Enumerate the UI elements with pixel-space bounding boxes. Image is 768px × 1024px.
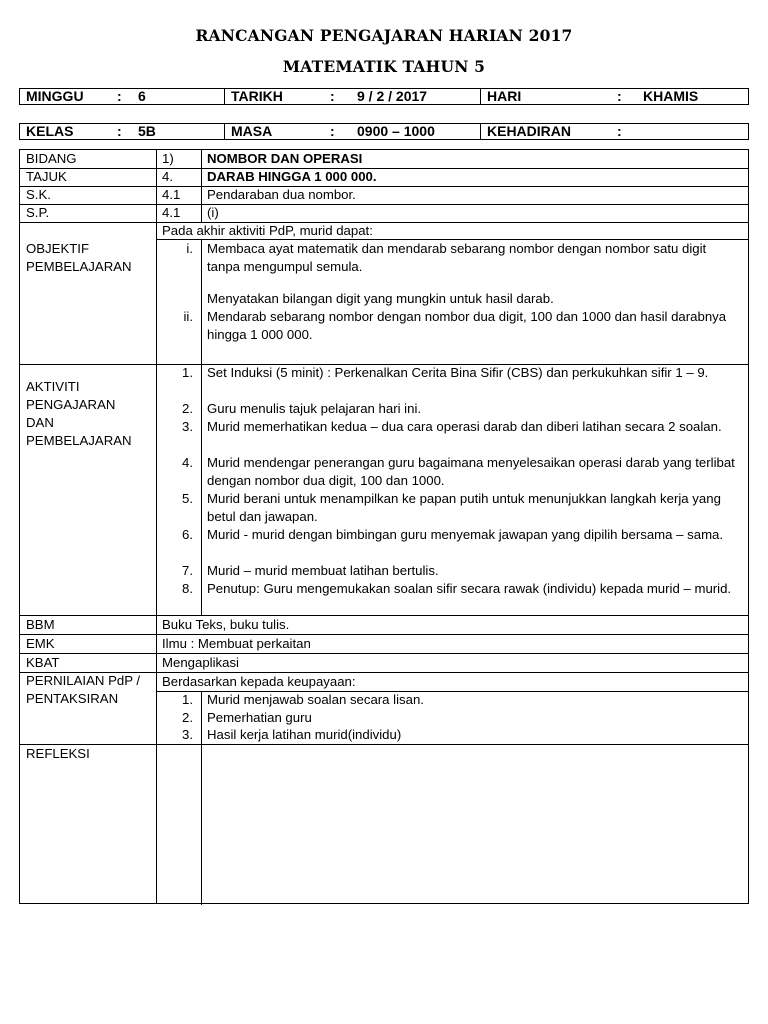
aktiviti-item-8: Penutup: Guru mengemukakan soalan sifir secara rawak (individu) kepada murid – murid. <box>207 581 732 596</box>
aktiviti-item-1: Set Induksi (5 minit) : Perkenalkan Cerita Bina Sifir (CBS) dan perkukuhkan sifir 1 – 9. <box>207 365 709 380</box>
penilaian-item-1: Murid menjawab soalan secara lisan. <box>207 692 424 707</box>
penilaian-label-1: PERNILAIAN PdP / <box>26 673 141 688</box>
objektif-num-i: i. <box>186 241 193 256</box>
aktiviti-item-3: Murid memerhatikan kedua – dua cara operasi darab dan diberi latihan secara 2 soalan. <box>207 419 722 434</box>
page-subtitle: MATEMATIK TAHUN 5 <box>282 57 486 76</box>
aktiviti-item-5: Murid berani untuk menampilkan ke papan putih untuk menunjukkan langkah kerja yang betul dan jawapan. <box>207 491 721 524</box>
penilaian-num-2: 2. <box>182 710 193 725</box>
kelas-label: KELAS <box>26 123 74 139</box>
sp-label: S.P. <box>26 205 50 220</box>
bbm-label: BBM <box>26 617 55 632</box>
kehadiran-label: KEHADIRAN <box>487 123 571 139</box>
emk-value: Ilmu : Membuat perkaitan <box>162 636 311 651</box>
aktiviti-label-1: AKTIVITI <box>26 379 80 394</box>
penilaian-label-2: PENTAKSIRAN <box>26 691 119 706</box>
penilaian-intro: Berdasarkan kepada keupayaan: <box>162 674 356 689</box>
aktiviti-label-4: PEMBELAJARAN <box>26 433 132 448</box>
bidang-label: BIDANG <box>26 151 77 166</box>
masa-label: MASA <box>231 123 273 139</box>
objektif-item-ii: Mendarab sebarang nombor dengan nombor dua digit, 100 dan 1000 dan hasil darabnya hingga 1 000 000. <box>207 309 727 342</box>
aktiviti-num-7: 7. <box>182 563 193 578</box>
objektif-item-mid: Menyatakan bilangan digit yang mungkin untuk hasil darab. <box>207 291 554 306</box>
aktiviti-item-4: Murid mendengar penerangan guru bagaimana menyelesaikan operasi darab yang terlibat dengan nombor dua digit, 100 dan 1000. <box>207 455 735 488</box>
info-row-1 <box>19 88 749 105</box>
tajuk-label: TAJUK <box>26 169 67 184</box>
hari-label: HARI <box>487 88 522 104</box>
tajuk-num: 4. <box>162 169 173 184</box>
penilaian-item-2: Pemerhatian guru <box>207 710 312 725</box>
aktiviti-num-2: 2. <box>182 401 193 416</box>
bidang-value: NOMBOR DAN OPERASI <box>207 151 363 166</box>
aktiviti-num-4: 4. <box>182 455 193 470</box>
objektif-label-1: OBJEKTIF <box>26 241 90 256</box>
tarikh-label: TARIKH <box>231 88 283 104</box>
sk-label: S.K. <box>26 187 51 202</box>
objektif-num-ii: ii. <box>183 309 193 324</box>
tarikh-sep: : <box>330 88 335 104</box>
bidang-num: 1) <box>162 151 174 166</box>
refleksi-label: REFLEKSI <box>26 746 90 761</box>
aktiviti-num-3: 3. <box>182 419 193 434</box>
emk-label: EMK <box>26 636 55 651</box>
masa-sep: : <box>330 123 335 139</box>
kbat-value: Mengaplikasi <box>162 655 239 670</box>
aktiviti-num-1: 1. <box>182 365 193 380</box>
sp-num: 4.1 <box>162 205 181 220</box>
lesson-plan-table <box>19 149 749 904</box>
minggu-label: MINGGU <box>26 88 84 104</box>
penilaian-num-3: 3. <box>182 727 193 742</box>
hari-value: KHAMIS <box>643 88 699 104</box>
aktiviti-label-3: DAN <box>26 415 54 430</box>
info-row-2 <box>19 123 749 140</box>
masa-value: 0900 – 1000 <box>357 123 435 139</box>
sk-num: 4.1 <box>162 187 181 202</box>
kelas-sep: : <box>117 123 122 139</box>
objektif-item-i: Membaca ayat matematik dan mendarab sebarang nombor dengan nombor satu digit tanpa mengumpul semula. <box>207 241 707 274</box>
aktiviti-num-5: 5. <box>182 491 193 506</box>
tajuk-value: DARAB HINGGA 1 000 000. <box>207 169 377 184</box>
kehadiran-sep: : <box>617 123 622 139</box>
sk-value: Pendaraban dua nombor. <box>207 187 356 202</box>
bbm-value: Buku Teks, buku tulis. <box>162 617 290 632</box>
aktiviti-item-2: Guru menulis tajuk pelajaran hari ini. <box>207 401 422 416</box>
minggu-value: 6 <box>138 88 146 104</box>
kbat-label: KBAT <box>26 655 60 670</box>
page-title: RANCANGAN PENGAJARAN HARIAN 2017 <box>195 26 573 45</box>
objektif-label-2: PEMBELAJARAN <box>26 259 132 274</box>
kelas-value: 5B <box>138 123 156 139</box>
hari-sep: : <box>617 88 622 104</box>
aktiviti-num-8: 8. <box>182 581 193 596</box>
penilaian-item-3: Hasil kerja latihan murid(individu) <box>207 727 402 742</box>
tarikh-value: 9 / 2 / 2017 <box>357 88 428 104</box>
penilaian-num-1: 1. <box>182 692 193 707</box>
aktiviti-item-7: Murid – murid membuat latihan bertulis. <box>207 563 439 578</box>
aktiviti-label-2: PENGAJARAN <box>26 397 116 412</box>
sp-value: (i) <box>207 205 219 220</box>
objektif-intro: Pada akhir aktiviti PdP, murid dapat: <box>162 223 373 238</box>
minggu-sep: : <box>117 88 122 104</box>
aktiviti-item-6: Murid - murid dengan bimbingan guru menyemak jawapan yang dipilih bersama – sama. <box>207 527 724 542</box>
aktiviti-num-6: 6. <box>182 527 193 542</box>
